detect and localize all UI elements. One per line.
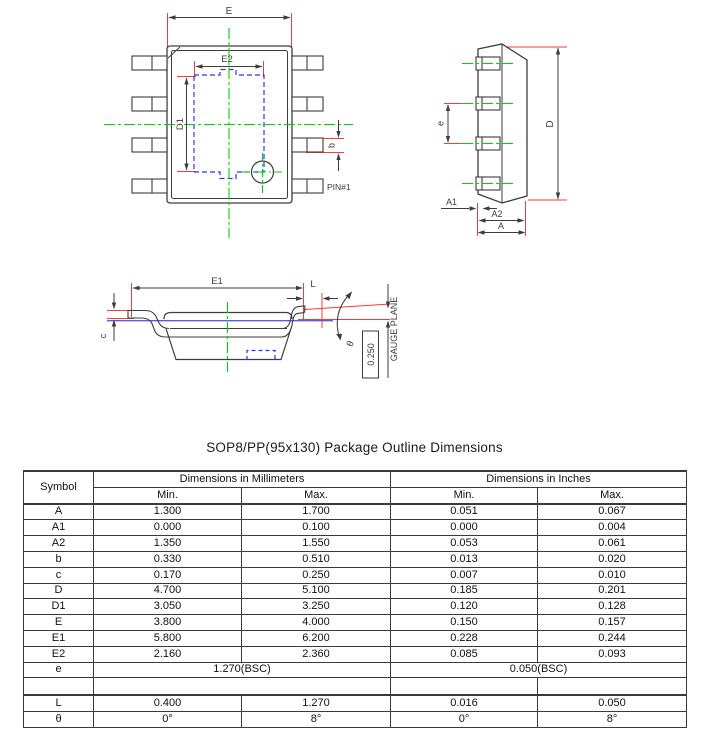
table-row-A1 [24, 520, 687, 536]
in-max-empty-cell [538, 678, 687, 696]
in-min-cell: 0.051 [391, 504, 538, 520]
dim-label-E1: E1 [211, 276, 223, 287]
in-min-cell: 0.085 [391, 646, 538, 662]
dimension-e-pitch [436, 104, 451, 143]
in-max-cell: 0.004 [538, 520, 687, 536]
table-header-row-2 [24, 487, 687, 503]
in-min-cell: 0.120 [391, 599, 538, 615]
in-max-cell: 0.201 [538, 583, 687, 599]
header-mm: Dimensions in Millimeters [94, 471, 391, 487]
in-min-empty-cell [391, 678, 538, 696]
in-min-cell: 0.185 [391, 583, 538, 599]
mm-max-cell: 0.100 [242, 520, 391, 536]
mm-min-cell: 0.400 [94, 695, 242, 711]
mm-min-cell: 3.050 [94, 599, 242, 615]
package-side-view [436, 44, 568, 236]
front-body-outline [128, 306, 305, 360]
mm-min-cell: 2.160 [94, 646, 242, 662]
dim-label-D: D [545, 120, 556, 128]
dimension-A [478, 221, 526, 235]
symbol-cell: A2 [24, 536, 94, 552]
table-header-row-1 [24, 471, 687, 487]
dimension-c [98, 293, 116, 341]
mm-min-cell: 4.700 [94, 583, 242, 599]
mm-min-cell: 5.800 [94, 630, 242, 646]
package-front-view [98, 276, 399, 378]
gauge-plane-label: GAUGE PLANE [389, 296, 399, 362]
symbol-cell: E1 [24, 630, 94, 646]
mm-max-cell: 3.250 [242, 599, 391, 615]
page-title: SOP8/PP(95x130) Package Outline Dimensions [206, 440, 503, 455]
dim-label-L: L [310, 279, 316, 290]
dimension-b [327, 120, 341, 171]
header-in-min: Min. [391, 487, 538, 503]
symbol-cell: E [24, 615, 94, 631]
symbol-cell: D [24, 583, 94, 599]
mm-min-cell: 0° [94, 712, 242, 728]
mm-empty-cell [94, 678, 391, 696]
mm-max-cell: 1.700 [242, 504, 391, 520]
dimension-D [545, 48, 560, 200]
mm-min-cell: 1.300 [94, 504, 242, 520]
dim-label-e: e [435, 120, 446, 127]
mm-min-cell: 0.170 [94, 567, 242, 583]
table-row-D [24, 583, 687, 599]
mm-max-cell: 4.000 [242, 615, 391, 631]
mm-max-cell: 5.100 [242, 583, 391, 599]
in-max-cell: 0.020 [538, 551, 687, 567]
table-row-e-pitch [24, 662, 687, 678]
in-min-cell: 0.150 [391, 615, 538, 631]
table-row-theta [24, 712, 687, 728]
in-max-cell: 0.244 [538, 630, 687, 646]
dim-label-A2: A2 [491, 209, 503, 219]
header-mm-max: Max. [242, 487, 391, 503]
mm-min-cell: 0.000 [94, 520, 242, 536]
header-mm-min: Min. [94, 487, 242, 503]
in-min-cell: 0.053 [391, 536, 538, 552]
dim-label-c: c [98, 333, 108, 339]
in-bsc-cell: 0.050(BSC) [391, 662, 687, 678]
in-max-cell: 0.067 [538, 504, 687, 520]
symbol-cell: D1 [24, 599, 94, 615]
symbol-cell: b [24, 551, 94, 567]
mm-max-cell: 0.250 [242, 567, 391, 583]
mm-max-cell: 2.360 [242, 646, 391, 662]
dimension-theta [336, 292, 357, 349]
mm-min-cell: 3.800 [94, 615, 242, 631]
table-row-E1 [24, 630, 687, 646]
in-max-cell: 0.050 [538, 695, 687, 711]
symbol-cell: E2 [24, 646, 94, 662]
in-min-cell: 0.016 [391, 695, 538, 711]
gauge-offset-value: 0.250 [366, 343, 376, 366]
in-max-cell: 0.010 [538, 567, 687, 583]
symbol-cell [24, 678, 94, 696]
symbol-cell: A [24, 504, 94, 520]
dimensions-table [23, 470, 687, 728]
table-row-A2 [24, 536, 687, 552]
mm-min-cell: 0.330 [94, 551, 242, 567]
mm-max-cell: 8° [242, 712, 391, 728]
table-row-A [24, 504, 687, 520]
in-max-cell: 0.157 [538, 615, 687, 631]
in-max-cell: 8° [538, 712, 687, 728]
header-symbol: Symbol [24, 471, 94, 504]
table-row-c [24, 567, 687, 583]
in-min-cell: 0° [391, 712, 538, 728]
mm-max-cell: 1.550 [242, 536, 391, 552]
in-min-cell: 0.000 [391, 520, 538, 536]
dim-label-theta: θ [344, 339, 357, 349]
dimension-E [169, 6, 291, 20]
dimension-A1 [441, 197, 497, 211]
dimension-D1 [175, 78, 189, 171]
package-top-view [104, 6, 353, 238]
mm-min-cell: 1.350 [94, 536, 242, 552]
in-max-cell: 0.061 [538, 536, 687, 552]
mm-max-cell: 0.510 [242, 551, 391, 567]
in-max-cell: 0.128 [538, 599, 687, 615]
table-row-b [24, 551, 687, 567]
dim-label-b: b [326, 142, 337, 149]
symbol-cell: L [24, 695, 94, 711]
gauge-plane-callout [363, 284, 400, 378]
dimension-E1 [133, 276, 304, 290]
in-min-cell: 0.007 [391, 567, 538, 583]
in-max-cell: 0.093 [538, 646, 687, 662]
header-in-max: Max. [538, 487, 687, 503]
header-inches: Dimensions in Inches [391, 471, 687, 487]
dim-label-A: A [497, 221, 505, 231]
mm-bsc-cell: 1.270(BSC) [94, 662, 391, 678]
table-row-E [24, 615, 687, 631]
table-row-E2 [24, 646, 687, 662]
in-min-cell: 0.228 [391, 630, 538, 646]
mm-max-cell: 6.200 [242, 630, 391, 646]
dimension-E2 [196, 54, 263, 69]
table-row-D1 [24, 599, 687, 615]
symbol-cell: A1 [24, 520, 94, 536]
dimension-L [287, 279, 338, 301]
symbol-cell: e [24, 662, 94, 678]
dim-label-A1: A1 [446, 197, 458, 207]
mm-max-cell: 1.270 [242, 695, 391, 711]
dim-label-D1: D1 [175, 117, 186, 131]
bottom-notch-hidden-outline [247, 351, 275, 361]
symbol-cell: θ [24, 712, 94, 728]
in-min-cell: 0.013 [391, 551, 538, 567]
dim-label-E: E [225, 6, 233, 17]
pin1-label: PIN#1 [327, 182, 351, 192]
table-row-spacer [24, 678, 687, 696]
table-row-L [24, 695, 687, 711]
symbol-cell: c [24, 567, 94, 583]
dim-label-E2: E2 [221, 54, 233, 65]
